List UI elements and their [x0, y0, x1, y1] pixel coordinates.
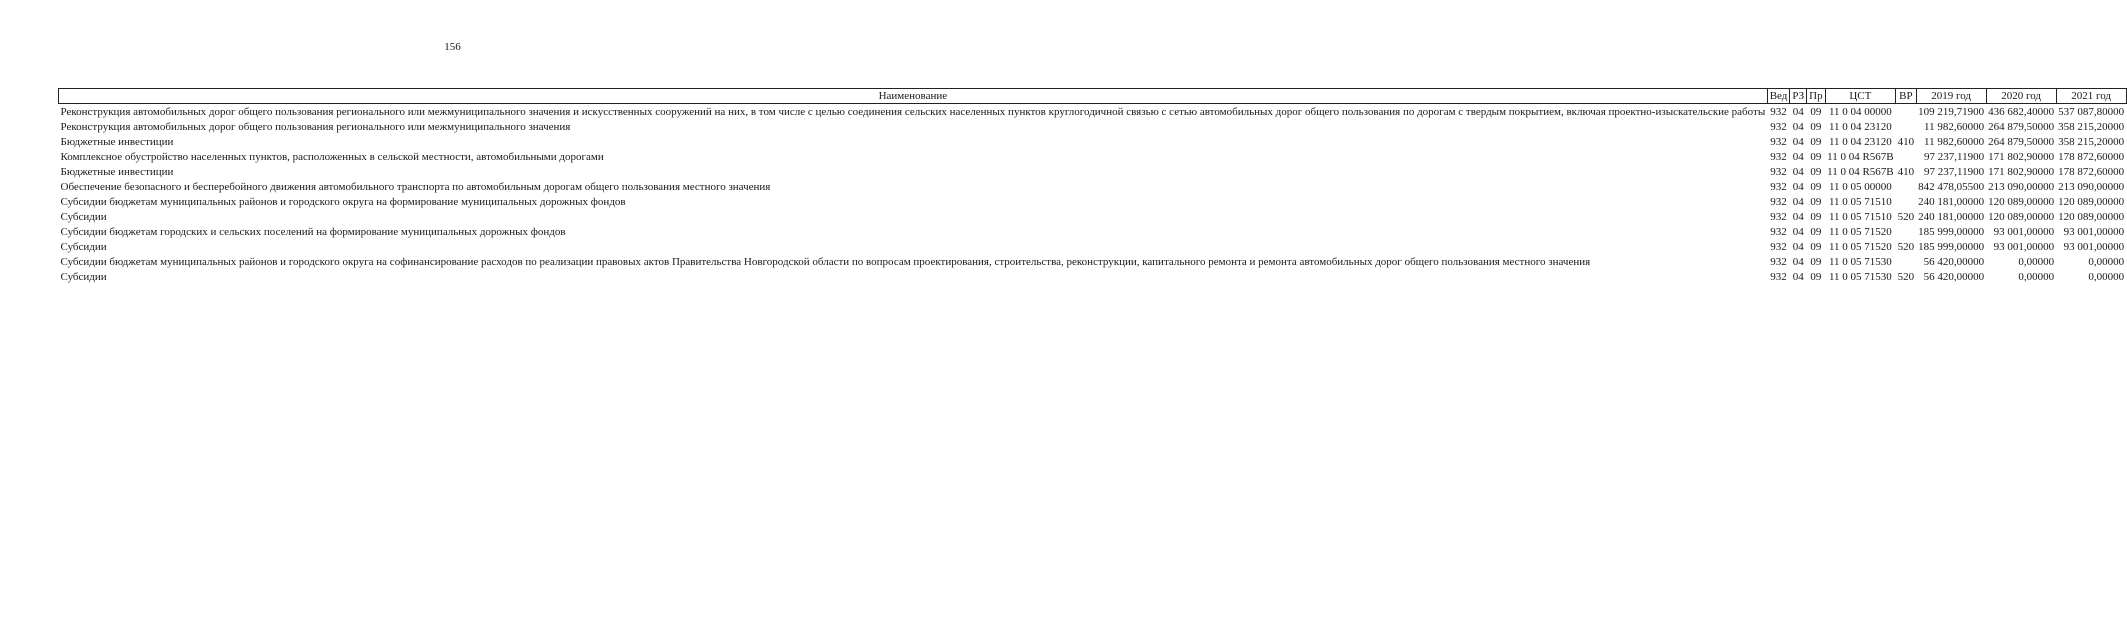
row-rz-cell: 04 — [1792, 166, 1804, 178]
row-cst-cell: 11 0 04 R567B — [1827, 166, 1894, 178]
row-name-cell: Субсидии — [60, 241, 107, 253]
row-pr-cell: 09 — [1810, 166, 1822, 178]
row-2021-cell: 178 872,60000 — [2058, 151, 2125, 163]
row-rz-cell: 04 — [1792, 256, 1804, 268]
row-name-cell: Реконструкция автомобильных дорог общего пользования регионального или межмуниципального значения и искусственных сооружений на них, в том числе с целью соединения сельских населенных пунктов круглогодичной связью с сетью автомобильных дорог общего пользования по дорогам с твердым покрытием, включая проектно-изыскательские работы — [60, 106, 1766, 118]
row-rz-cell: 04 — [1792, 181, 1804, 193]
row-2021-cell: 93 001,00000 — [2063, 241, 2125, 253]
row-2021-cell: 0,00000 — [2088, 256, 2125, 268]
row-pr-cell: 09 — [1810, 151, 1822, 163]
row-cst-cell: 11 0 04 00000 — [1828, 106, 1892, 118]
row-2019-cell: 97 237,11900 — [1924, 166, 1985, 178]
row-2021-cell: 537 087,80000 — [2058, 106, 2125, 118]
row-cst-cell: 11 0 05 71530 — [1828, 271, 1892, 283]
row-name-cell: Обеспечение безопасного и бесперебойного движения автомобильного транспорта по автомобильным дорогам общего пользования местного значения — [60, 181, 771, 193]
row-cst-cell: 11 0 05 71510 — [1828, 211, 1892, 223]
row-rz-cell: 04 — [1792, 271, 1804, 283]
row-cst-cell: 11 0 05 71520 — [1828, 226, 1892, 238]
row-ved-cell: 932 — [1770, 211, 1787, 223]
row-pr-cell: 09 — [1810, 256, 1822, 268]
row-2020-cell: 93 001,00000 — [1993, 241, 2055, 253]
row-2019-cell: 185 999,00000 — [1918, 226, 1985, 238]
table-row — [59, 164, 2127, 179]
table-row — [59, 119, 2127, 134]
row-vr-cell — [1896, 149, 1917, 164]
header-2021: 2021 год — [2056, 89, 2126, 104]
row-ved-cell: 932 — [1770, 196, 1787, 208]
table-row — [59, 104, 2127, 120]
header-ved: Вед — [1767, 89, 1790, 104]
row-vr-cell — [1896, 254, 1917, 269]
row-2019-cell: 240 181,00000 — [1918, 211, 1985, 223]
page-number: 156 — [444, 41, 461, 53]
row-2019-cell: 842 478,05500 — [1918, 181, 1985, 193]
row-2021-cell: 120 089,00000 — [2058, 211, 2125, 223]
row-ved-cell: 932 — [1770, 151, 1787, 163]
row-pr-cell: 09 — [1810, 121, 1822, 133]
row-2021-cell: 0,00000 — [2088, 271, 2125, 283]
header-pr: Пр — [1807, 89, 1825, 104]
row-2021-cell: 120 089,00000 — [2058, 196, 2125, 208]
row-2019-cell: 240 181,00000 — [1918, 196, 1985, 208]
row-2021-cell: 358 215,20000 — [2058, 136, 2125, 148]
row-name-cell: Субсидии — [60, 271, 107, 283]
row-name-cell: Субсидии бюджетам городских и сельских поселений на формирование муниципальных дорожных фондов — [60, 226, 566, 238]
row-2019-cell: 109 219,71900 — [1918, 106, 1985, 118]
row-pr-cell: 09 — [1810, 136, 1822, 148]
row-2020-cell: 171 802,90000 — [1988, 166, 2055, 178]
row-ved-cell: 932 — [1770, 136, 1787, 148]
row-name-cell: Субсидии бюджетам муниципальных районов и городского округа на формирование муниципальных дорожных фондов — [60, 196, 626, 208]
row-2020-cell: 120 089,00000 — [1988, 211, 2055, 223]
row-pr-cell: 09 — [1810, 271, 1822, 283]
table-body — [59, 104, 2127, 285]
row-name-cell: Бюджетные инвестиции — [60, 166, 174, 178]
row-vr-cell — [1896, 179, 1917, 194]
row-ved-cell: 932 — [1770, 271, 1787, 283]
table-row — [59, 179, 2127, 194]
row-vr-cell — [1896, 104, 1917, 120]
row-2020-cell: 0,00000 — [2018, 271, 2055, 283]
row-ved-cell: 932 — [1770, 166, 1787, 178]
row-cst-cell: 11 0 04 23120 — [1828, 136, 1892, 148]
row-2021-cell: 93 001,00000 — [2063, 226, 2125, 238]
row-pr-cell: 09 — [1810, 211, 1822, 223]
row-rz-cell: 04 — [1792, 226, 1804, 238]
row-cst-cell: 11 0 05 71510 — [1828, 196, 1892, 208]
row-2020-cell: 120 089,00000 — [1988, 196, 2055, 208]
header-name: Наименование — [59, 89, 1768, 104]
row-2020-cell: 436 682,40000 — [1988, 106, 2055, 118]
row-vr-cell — [1896, 119, 1917, 134]
row-rz-cell: 04 — [1792, 211, 1804, 223]
row-2020-cell: 93 001,00000 — [1993, 226, 2055, 238]
header-2020: 2020 год — [1986, 89, 2056, 104]
row-pr-cell: 09 — [1810, 226, 1822, 238]
table-row — [59, 254, 2127, 269]
row-rz-cell: 04 — [1792, 106, 1804, 118]
row-ved-cell: 932 — [1770, 256, 1787, 268]
row-cst-cell: 11 0 05 71530 — [1828, 256, 1892, 268]
row-2019-cell: 185 999,00000 — [1918, 241, 1985, 253]
header-vr: ВР — [1896, 89, 1917, 104]
row-cst-cell: 11 0 05 71520 — [1828, 241, 1892, 253]
row-pr-cell: 09 — [1810, 196, 1822, 208]
table-row — [59, 194, 2127, 209]
row-pr-cell: 09 — [1810, 106, 1822, 118]
row-ved-cell: 932 — [1770, 121, 1787, 133]
row-name-cell: Реконструкция автомобильных дорог общего пользования регионального или межмуниципального значения — [60, 121, 571, 133]
table-row — [59, 149, 2127, 164]
row-vr-cell: 520 — [1897, 241, 1915, 253]
row-rz-cell: 04 — [1792, 121, 1804, 133]
row-2019-cell: 97 237,11900 — [1924, 151, 1985, 163]
row-vr-cell — [1896, 224, 1917, 239]
header-2019: 2019 год — [1916, 89, 1986, 104]
row-vr-cell: 410 — [1897, 166, 1915, 178]
row-2021-cell: 213 090,00000 — [2058, 181, 2125, 193]
table-row — [59, 209, 2127, 224]
row-2019-cell: 56 420,00000 — [1923, 256, 1985, 268]
row-cst-cell: 11 0 04 23120 — [1828, 121, 1892, 133]
header-rz: РЗ — [1790, 89, 1807, 104]
row-cst-cell: 11 0 04 R567B — [1827, 151, 1894, 163]
row-name-cell: Субсидии — [60, 211, 107, 223]
row-ved-cell: 932 — [1770, 181, 1787, 193]
row-2019-cell: 11 982,60000 — [1924, 136, 1985, 148]
row-rz-cell: 04 — [1792, 136, 1804, 148]
table-row — [59, 224, 2127, 239]
budget-table — [58, 88, 2127, 284]
row-2020-cell: 171 802,90000 — [1988, 151, 2055, 163]
row-vr-cell: 410 — [1897, 136, 1915, 148]
table-row — [59, 269, 2127, 284]
row-rz-cell: 04 — [1792, 241, 1804, 253]
table-row — [59, 134, 2127, 149]
row-2021-cell: 358 215,20000 — [2058, 121, 2125, 133]
row-2019-cell: 56 420,00000 — [1923, 271, 1985, 283]
row-2020-cell: 213 090,00000 — [1988, 181, 2055, 193]
row-2020-cell: 0,00000 — [2018, 256, 2055, 268]
row-name-cell: Субсидии бюджетам муниципальных районов и городского округа на софинансирование расходов по реализации правовых актов Правительства Новгородской области по вопросам проектирования, строительства, реконструкции, капитального ремонта и ремонта автомобильных дорог общего пользования местного значения — [60, 256, 1591, 268]
row-pr-cell: 09 — [1810, 241, 1822, 253]
header-cst: ЦСТ — [1825, 89, 1896, 104]
table-header-row — [59, 89, 2127, 104]
row-cst-cell: 11 0 05 00000 — [1828, 181, 1892, 193]
row-2019-cell: 11 982,60000 — [1924, 121, 1985, 133]
row-ved-cell: 932 — [1770, 241, 1787, 253]
row-name-cell: Комплексное обустройство населенных пунктов, расположенных в сельской местности, автомобильными дорогами — [60, 151, 604, 163]
row-name-cell: Бюджетные инвестиции — [60, 136, 174, 148]
row-pr-cell: 09 — [1810, 181, 1822, 193]
row-ved-cell: 932 — [1770, 106, 1787, 118]
table-row — [59, 239, 2127, 254]
row-rz-cell: 04 — [1792, 196, 1804, 208]
row-vr-cell: 520 — [1897, 271, 1915, 283]
row-2020-cell: 264 879,50000 — [1988, 121, 2055, 133]
row-vr-cell: 520 — [1897, 211, 1915, 223]
row-vr-cell — [1896, 194, 1917, 209]
row-2020-cell: 264 879,50000 — [1988, 136, 2055, 148]
row-2021-cell: 178 872,60000 — [2058, 166, 2125, 178]
row-ved-cell: 932 — [1770, 226, 1787, 238]
row-rz-cell: 04 — [1792, 151, 1804, 163]
